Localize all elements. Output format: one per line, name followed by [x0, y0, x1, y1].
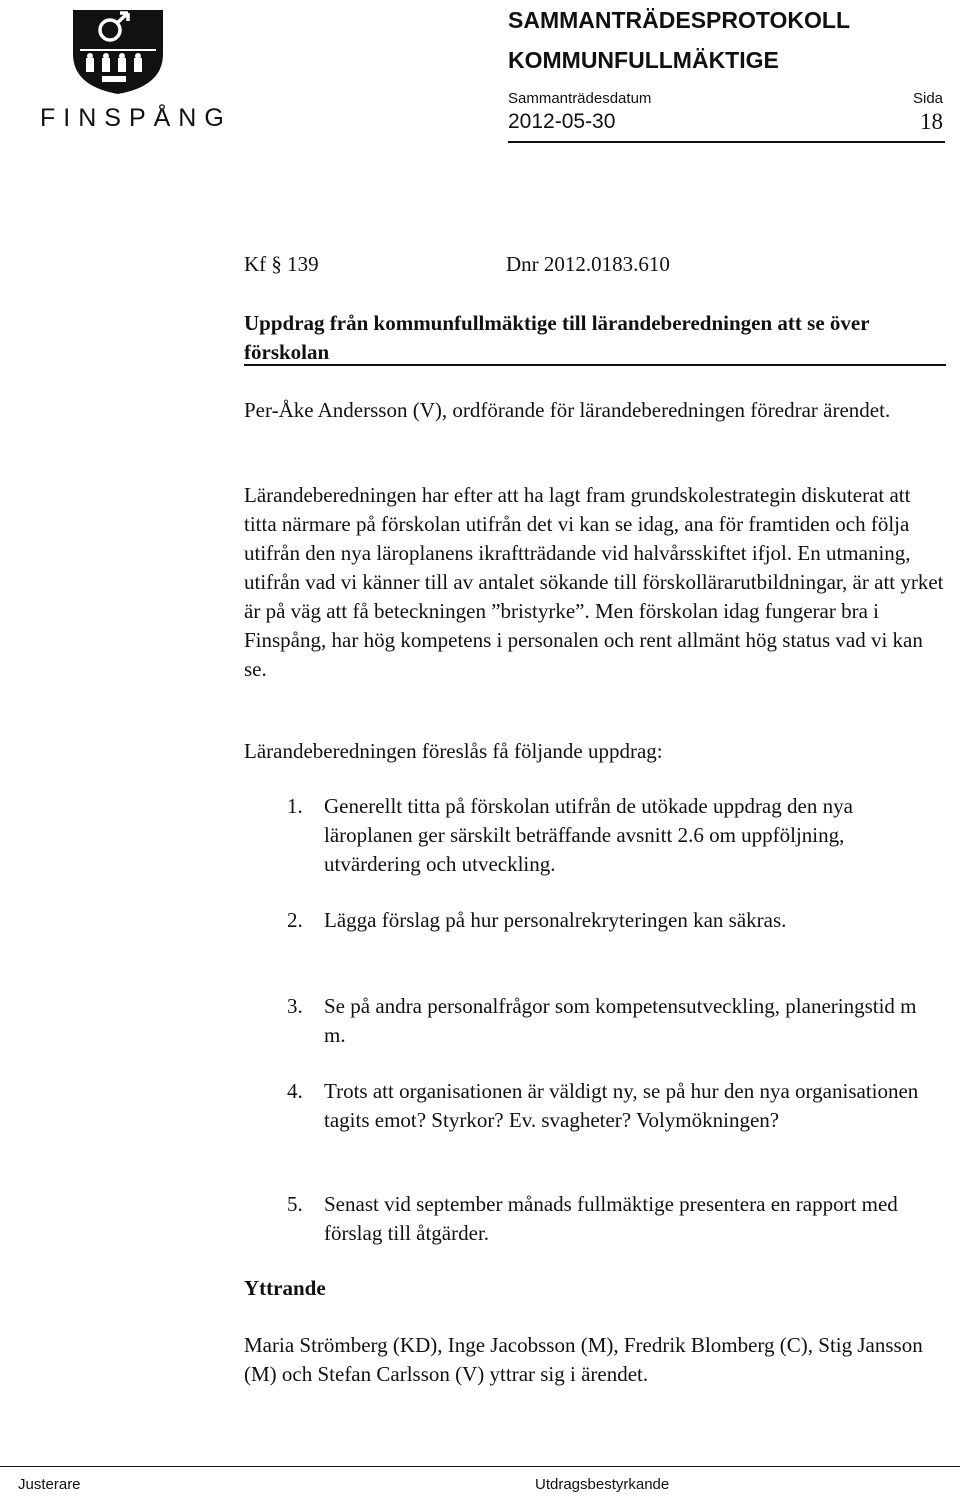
list-item-number: 4.: [287, 1079, 303, 1103]
body-paragraph: Lärandeberedningen har efter att ha lagt fram grundskolestrategin diskuterat att titta närmare på förskolan utifrån det vi kan se idag, ana för framtiden och följa utifrån den nya läroplanens ikraftträdande vid halvårsskiftet ifjol. En utmaning, utifrån vad vi känner till av antalet sökande till förskollärarutbildningar, är att yrket är på väg att få beteckningen ”bristyrke”. Men förskolan idag fungerar bra i Finspång, har hög kompetens i personalen och rent allmänt hög status vad vi kan se.: [244, 483, 944, 681]
list-item: [287, 1190, 937, 1248]
statement-paragraph: Maria Strömberg (KD), Inge Jacobsson (M), Fredrik Blomberg (C), Stig Jansson (M) och Stefan Carlsson (V) yttrar sig i ärendet.: [244, 1333, 923, 1386]
list-item-number: 5.: [287, 1192, 303, 1216]
statement-heading: Yttrande: [244, 1276, 326, 1300]
meeting-date-label: Sammanträdesdatum: [508, 90, 652, 107]
list-item: [287, 792, 937, 879]
header-divider: [508, 141, 945, 143]
list-item-text: Lägga förslag på hur personalrekryteringen kan säkras.: [324, 908, 787, 932]
footer-divider: [0, 1466, 960, 1467]
case-number: Kf § 139: [244, 252, 319, 276]
list-item-text: Generellt titta på förskolan utifrån de utökade uppdrag den nya läroplanen ger särskilt beträffande avsnitt 2.6 om uppföljning, utvärdering och utveckling.: [324, 794, 853, 876]
page-label: Sida: [913, 90, 944, 107]
proposal-intro: Lärandeberedningen föreslås få följande uppdrag:: [244, 739, 663, 763]
footer-adjuster-label: Justerare: [18, 1476, 81, 1493]
list-item: [287, 906, 937, 935]
logo-wordmark: FINSPÅNG: [40, 104, 232, 132]
document-title: SAMMANTRÄDESPROTOKOLL: [508, 7, 851, 33]
list-item-number: 3.: [287, 994, 303, 1018]
list-item: [287, 1077, 937, 1135]
list-item: [287, 992, 937, 1050]
diary-number: Dnr 2012.0183.610: [506, 252, 670, 276]
meeting-date-value: 2012-05-30: [508, 110, 616, 133]
case-heading: Uppdrag från kommunfullmäktige till lärandeberedningen att se över förskolan: [244, 311, 870, 364]
coat-of-arms-logo: [68, 6, 168, 96]
footer-extract-certification-label: Utdragsbestyrkande: [535, 1476, 670, 1493]
list-item-number: 1.: [287, 794, 303, 818]
heading-divider: [244, 364, 946, 366]
document-subtitle: KOMMUNFULLMÄKTIGE: [508, 47, 779, 73]
list-item-text: Trots att organisationen är väldigt ny, se på hur den nya organisationen tagits emot? Styrkor? Ev. svagheter? Volymökningen?: [324, 1079, 919, 1132]
intro-paragraph: Per-Åke Andersson (V), ordförande för lärandeberedningen föredrar ärendet.: [244, 398, 891, 422]
page-number: 18: [920, 109, 943, 134]
list-item-text: Senast vid september månads fullmäktige presentera en rapport med förslag till åtgärder.: [324, 1192, 898, 1245]
list-item-number: 2.: [287, 908, 303, 932]
list-item-text: Se på andra personalfrågor som kompetensutveckling, planeringstid m m.: [324, 994, 917, 1047]
